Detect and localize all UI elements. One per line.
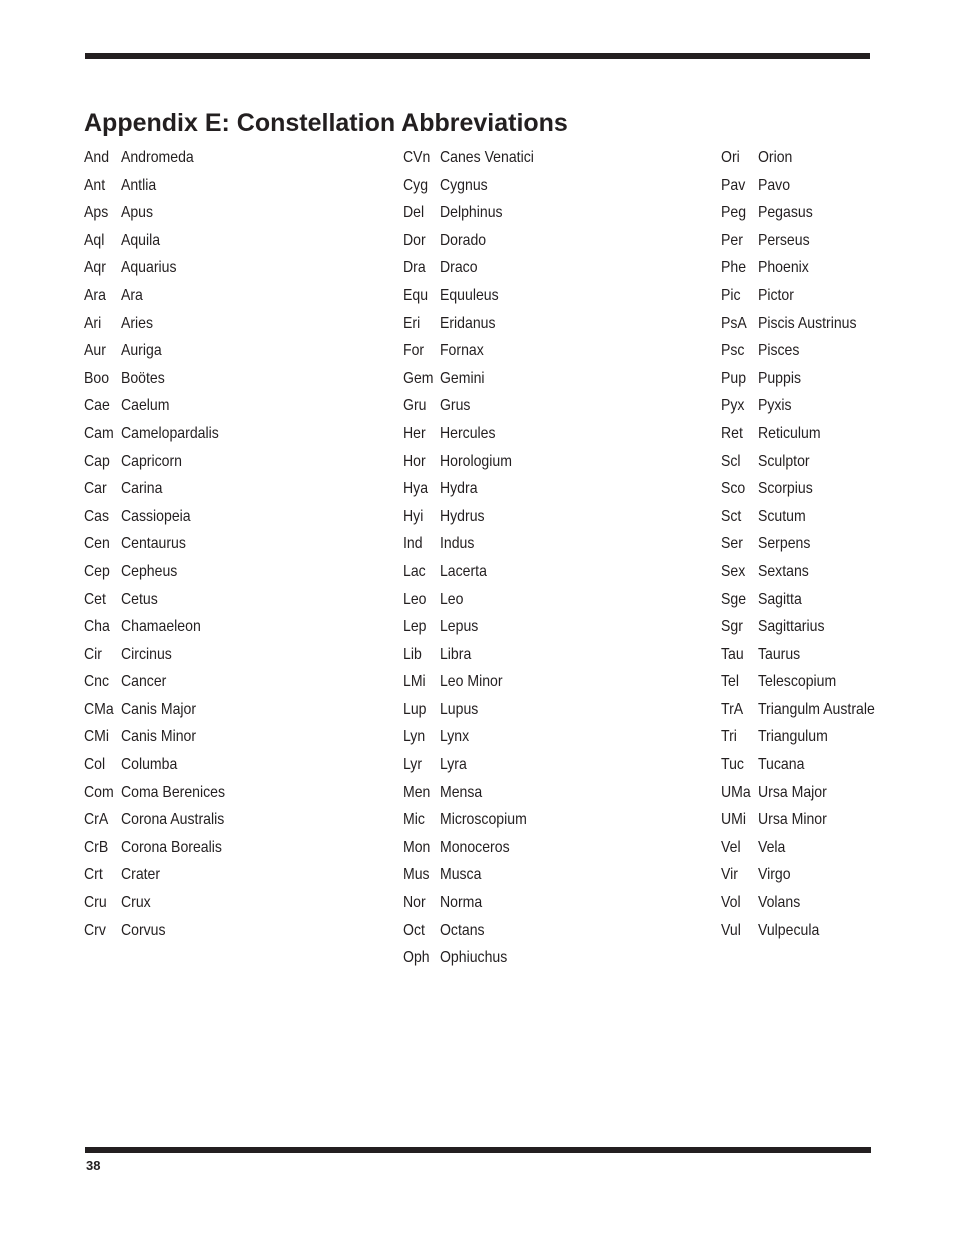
constellation-abbreviation: Phe [721, 259, 747, 277]
constellation-entry [721, 779, 915, 807]
constellation-abbreviation: Del [403, 204, 425, 222]
constellation-abbreviation: Cae [84, 397, 110, 415]
constellation-name: Tucana [757, 756, 805, 774]
constellation-name: Corona Borealis [120, 838, 222, 856]
constellation-entry [403, 337, 597, 365]
constellation-entry [84, 365, 278, 393]
constellation-abbreviation: Ant [84, 176, 106, 194]
constellation-entry [403, 365, 597, 393]
constellation-name: Lupus [439, 700, 479, 718]
constellation-abbreviation: Cnc [84, 673, 110, 691]
page-title: Appendix E: Constellation Abbreviations [84, 109, 568, 137]
constellation-abbreviation: Gem [403, 369, 434, 387]
constellation-name: Pavo [757, 176, 791, 194]
constellation-entry [721, 282, 915, 310]
constellation-abbreviation: CrB [84, 838, 109, 856]
constellation-abbreviation: Mon [403, 838, 431, 856]
constellation-entry [721, 723, 915, 751]
constellation-abbreviation: Ari [84, 314, 102, 332]
constellation-name: Camelopardalis [120, 424, 219, 442]
constellation-abbreviation: TrA [721, 700, 744, 718]
constellation-entry [403, 310, 597, 338]
constellation-abbreviation: Sgr [721, 618, 743, 636]
constellation-entry [403, 199, 597, 227]
constellation-name: Sextans [757, 562, 809, 580]
constellation-abbreviation: Nor [403, 894, 426, 912]
constellation-abbreviation: Oct [403, 921, 425, 939]
constellation-entry [721, 806, 915, 834]
constellation-abbreviation: Aql [84, 231, 105, 249]
constellation-abbreviation: Mic [403, 811, 425, 829]
constellation-abbreviation: UMi [721, 811, 747, 829]
constellation-entry [84, 558, 278, 586]
constellation-entry [721, 889, 915, 917]
constellation-entry [84, 475, 278, 503]
constellation-abbreviation: Sge [721, 590, 747, 608]
constellation-entry [721, 337, 915, 365]
constellation-name: Fornax [439, 342, 484, 360]
constellation-entry [403, 723, 597, 751]
constellation-abbreviation: Cyg [403, 176, 429, 194]
constellation-entry [84, 861, 278, 889]
constellation-name: Cetus [120, 590, 158, 608]
constellation-abbreviation: Vel [721, 838, 741, 856]
constellation-entry [721, 696, 915, 724]
constellation-abbreviation: Cha [84, 618, 110, 636]
constellation-name: Pictor [757, 286, 794, 304]
constellation-entry [403, 834, 597, 862]
constellation-entry [403, 779, 597, 807]
constellation-abbreviation: Tuc [721, 756, 744, 774]
constellation-name: Indus [439, 535, 475, 553]
constellation-entry [721, 420, 915, 448]
constellation-abbreviation: Lup [403, 700, 427, 718]
constellation-abbreviation: Aur [84, 342, 106, 360]
constellation-abbreviation: Boo [84, 369, 110, 387]
constellation-name: Columba [120, 756, 178, 774]
constellation-name: Cancer [120, 673, 167, 691]
constellation-abbreviation: LMi [403, 673, 426, 691]
constellation-entry [84, 668, 278, 696]
constellation-abbreviation: Dra [403, 259, 426, 277]
constellation-name: Auriga [120, 342, 162, 360]
constellation-abbreviation: Ori [721, 149, 740, 166]
constellation-abbreviation: CMa [84, 700, 114, 718]
constellation-abbreviation: Pyx [721, 397, 745, 415]
constellation-name: Aquila [120, 231, 161, 249]
top-rule [85, 53, 870, 59]
constellation-entry [721, 834, 915, 862]
constellation-entry [84, 337, 278, 365]
constellation-entry [84, 144, 278, 172]
abbreviation-column-2 [403, 144, 603, 972]
constellation-entry [84, 806, 278, 834]
constellation-name: Caelum [120, 397, 170, 415]
constellation-abbreviation: Pic [721, 286, 741, 304]
abbreviation-column-3 [721, 144, 921, 944]
constellation-abbreviation: Gru [403, 397, 427, 415]
constellation-name: Phoenix [757, 259, 809, 277]
constellation-abbreviation: Ser [721, 535, 743, 553]
constellation-abbreviation: Sex [721, 562, 746, 580]
constellation-entry [721, 861, 915, 889]
constellation-name: Carina [120, 480, 163, 498]
constellation-name: Leo [439, 590, 464, 608]
constellation-abbreviation: Vul [721, 921, 741, 939]
constellation-abbreviation: Sct [721, 507, 742, 525]
constellation-name: Volans [757, 894, 801, 912]
constellation-name: Eridanus [439, 314, 496, 332]
constellation-abbreviation: Car [84, 480, 107, 498]
constellation-entry [84, 503, 278, 531]
constellation-name: Lepus [439, 618, 479, 636]
constellation-entry [721, 448, 915, 476]
constellation-abbreviation: CVn [403, 149, 431, 166]
constellation-name: Coma Berenices [120, 783, 226, 801]
page-number: 38 [86, 1158, 101, 1173]
constellation-entry [84, 586, 278, 614]
constellation-abbreviation: Cen [84, 535, 110, 553]
constellation-entry [403, 420, 597, 448]
constellation-name: Horologium [439, 452, 512, 470]
constellation-abbreviation: Cir [84, 645, 102, 663]
constellation-abbreviation: Psc [721, 342, 745, 360]
constellation-name: Triangulm Australe [757, 700, 875, 718]
constellation-entry [403, 889, 597, 917]
constellation-entry [403, 696, 597, 724]
constellation-name: Lyra [439, 756, 467, 774]
constellation-entry [721, 227, 915, 255]
constellation-entry [403, 475, 597, 503]
constellation-name: Circinus [120, 645, 172, 663]
constellation-abbreviation: Cas [84, 507, 110, 525]
constellation-abbreviation: Ara [84, 286, 106, 304]
constellation-name: Pyxis [757, 397, 792, 415]
constellation-name: Crux [120, 894, 151, 912]
constellation-entry [84, 723, 278, 751]
constellation-abbreviation: Peg [721, 204, 747, 222]
constellation-name: Corvus [120, 921, 166, 939]
constellation-entry [403, 530, 597, 558]
constellation-name: Scorpius [757, 480, 813, 498]
constellation-abbreviation: Cam [84, 424, 114, 442]
constellation-abbreviation: Men [403, 783, 431, 801]
constellation-name: Sagittarius [757, 618, 825, 636]
constellation-name: Aquarius [120, 259, 177, 277]
constellation-entry [721, 613, 915, 641]
constellation-abbreviation: Cru [84, 894, 107, 912]
constellation-name: Draco [439, 259, 478, 277]
constellation-entry [84, 227, 278, 255]
constellation-name: Monoceros [439, 838, 510, 856]
constellation-entry [403, 558, 597, 586]
constellation-name: Scutum [757, 507, 806, 525]
constellation-entry [721, 586, 915, 614]
constellation-abbreviation: Ret [721, 424, 743, 442]
constellation-entry [403, 503, 597, 531]
constellation-name: Centaurus [120, 535, 186, 553]
constellation-abbreviation: Crv [84, 921, 106, 939]
constellation-abbreviation: Tau [721, 645, 744, 663]
constellation-entry [403, 282, 597, 310]
constellation-name: Leo Minor [439, 673, 503, 691]
constellation-entry [84, 917, 278, 945]
constellation-entry [84, 834, 278, 862]
constellation-abbreviation: Col [84, 756, 106, 774]
constellation-abbreviation: Leo [403, 590, 427, 608]
constellation-name: Libra [439, 645, 472, 663]
constellation-entry [721, 365, 915, 393]
constellation-name: Apus [120, 204, 154, 222]
constellation-abbreviation: CrA [84, 811, 109, 829]
constellation-entry [721, 641, 915, 669]
constellation-entry [721, 310, 915, 338]
constellation-name: Hydrus [439, 507, 485, 525]
constellation-name: Cassiopeia [120, 507, 191, 525]
constellation-name: Octans [439, 921, 485, 939]
constellation-name: Mensa [439, 783, 483, 801]
constellation-abbreviation: Hya [403, 480, 429, 498]
constellation-abbreviation: For [403, 342, 425, 360]
constellation-name: Dorado [439, 231, 487, 249]
constellation-entry [84, 448, 278, 476]
constellation-abbreviation: Cet [84, 590, 106, 608]
constellation-name: Orion [757, 149, 793, 166]
constellation-abbreviation: Lib [403, 645, 422, 663]
constellation-abbreviation: Eri [403, 314, 421, 332]
constellation-abbreviation: PsA [721, 314, 747, 332]
constellation-entry [403, 806, 597, 834]
constellation-entry [403, 448, 597, 476]
constellation-name: Canes Venatici [439, 149, 534, 166]
constellation-entry [403, 586, 597, 614]
constellation-entry [721, 917, 915, 945]
constellation-abbreviation: Com [84, 783, 114, 801]
constellation-abbreviation: Sco [721, 480, 746, 498]
constellation-name: Piscis Austrinus [757, 314, 857, 332]
constellation-abbreviation: Cep [84, 562, 110, 580]
constellation-name: Grus [439, 397, 471, 415]
constellation-entry [721, 558, 915, 586]
constellation-name: Ophiuchus [439, 949, 508, 967]
constellation-name: Ara [120, 286, 143, 304]
constellation-abbreviation: Tri [721, 728, 737, 746]
constellation-entry [84, 751, 278, 779]
constellation-abbreviation: Vol [721, 894, 741, 912]
constellation-name: Puppis [757, 369, 802, 387]
constellation-entry [84, 420, 278, 448]
constellation-abbreviation: UMa [721, 783, 751, 801]
constellation-entry [403, 613, 597, 641]
constellation-abbreviation: CMi [84, 728, 110, 746]
constellation-entry [84, 282, 278, 310]
constellation-name: Microscopium [439, 811, 527, 829]
constellation-entry [403, 254, 597, 282]
constellation-name: Cepheus [120, 562, 178, 580]
constellation-abbreviation: Her [403, 424, 426, 442]
constellation-abbreviation: Equ [403, 286, 429, 304]
constellation-entry [403, 144, 597, 172]
constellation-name: Corona Australis [120, 811, 225, 829]
constellation-name: Serpens [757, 535, 811, 553]
constellation-abbreviation: Ind [403, 535, 423, 553]
constellation-abbreviation: Cap [84, 452, 110, 470]
constellation-abbreviation: And [84, 149, 110, 166]
constellation-entry [721, 144, 915, 172]
constellation-name: Sagitta [757, 590, 802, 608]
constellation-name: Crater [120, 866, 161, 884]
constellation-abbreviation: Hyi [403, 507, 424, 525]
constellation-entry [84, 696, 278, 724]
constellation-entry [721, 172, 915, 200]
constellation-name: Gemini [439, 369, 485, 387]
constellation-abbreviation: Dor [403, 231, 426, 249]
constellation-abbreviation: Aps [84, 204, 109, 222]
constellation-name: Sculptor [757, 452, 810, 470]
constellation-abbreviation: Lyr [403, 756, 423, 774]
constellation-name: Vulpecula [757, 921, 820, 939]
constellation-entry [403, 668, 597, 696]
constellation-abbreviation: Hor [403, 452, 426, 470]
constellation-abbreviation: Lyn [403, 728, 426, 746]
constellation-name: Musca [439, 866, 482, 884]
constellation-entry [84, 254, 278, 282]
constellation-entry [403, 861, 597, 889]
constellation-name: Perseus [757, 231, 810, 249]
constellation-entry [84, 172, 278, 200]
constellation-entry [84, 613, 278, 641]
constellation-name: Antlia [120, 176, 157, 194]
constellation-entry [721, 254, 915, 282]
constellation-entry [403, 944, 597, 972]
constellation-name: Andromeda [120, 149, 194, 166]
constellation-entry [721, 392, 915, 420]
constellation-name: Hercules [439, 424, 496, 442]
constellation-name: Taurus [757, 645, 801, 663]
constellation-name: Chamaeleon [120, 618, 201, 636]
constellation-entry [721, 503, 915, 531]
constellation-name: Pisces [757, 342, 800, 360]
constellation-name: Pegasus [757, 204, 813, 222]
constellation-abbreviation: Lep [403, 618, 427, 636]
constellation-name: Canis Minor [120, 728, 197, 746]
abbreviation-column-1 [84, 144, 284, 944]
constellation-entry [84, 530, 278, 558]
constellation-abbreviation: Oph [403, 949, 430, 967]
constellation-name: Aries [120, 314, 154, 332]
constellation-name: Capricorn [120, 452, 182, 470]
constellation-abbreviation: Per [721, 231, 743, 249]
constellation-abbreviation: Pup [721, 369, 747, 387]
constellation-entry [84, 310, 278, 338]
constellation-name: Lynx [439, 728, 470, 746]
constellation-entry [403, 917, 597, 945]
constellation-name: Hydra [439, 480, 478, 498]
constellation-name: Norma [439, 894, 483, 912]
constellation-name: Lacerta [439, 562, 487, 580]
constellation-name: Virgo [757, 866, 791, 884]
constellation-entry [721, 668, 915, 696]
constellation-entry [84, 199, 278, 227]
constellation-entry [403, 392, 597, 420]
constellation-name: Cygnus [439, 176, 488, 194]
constellation-name: Telescopium [757, 673, 837, 691]
constellation-abbreviation: Scl [721, 452, 741, 470]
constellation-abbreviation: Aqr [84, 259, 106, 277]
constellation-entry [721, 751, 915, 779]
constellation-abbreviation: Lac [403, 562, 426, 580]
constellation-abbreviation: Tel [721, 673, 739, 691]
constellation-entry [721, 530, 915, 558]
constellation-name: Equuleus [439, 286, 499, 304]
constellation-entry [84, 889, 278, 917]
constellation-abbreviation: Crt [84, 866, 103, 884]
constellation-entry [403, 227, 597, 255]
constellation-entry [721, 475, 915, 503]
constellation-entry [403, 751, 597, 779]
constellation-name: Reticulum [757, 424, 821, 442]
constellation-entry [84, 779, 278, 807]
constellation-name: Vela [757, 838, 786, 856]
constellation-abbreviation: Vir [721, 866, 738, 884]
constellation-name: Ursa Major [757, 783, 827, 801]
constellation-entry [403, 641, 597, 669]
constellation-entry [84, 392, 278, 420]
constellation-name: Canis Major [120, 700, 197, 718]
constellation-name: Boötes [120, 369, 165, 387]
constellation-entry [84, 641, 278, 669]
constellation-name: Ursa Minor [757, 811, 827, 829]
constellation-abbreviation: Mus [403, 866, 430, 884]
constellation-abbreviation: Pav [721, 176, 746, 194]
constellation-name: Delphinus [439, 204, 503, 222]
constellation-entry [721, 199, 915, 227]
constellation-name: Triangulum [757, 728, 828, 746]
constellation-entry [403, 172, 597, 200]
bottom-rule [85, 1147, 871, 1153]
